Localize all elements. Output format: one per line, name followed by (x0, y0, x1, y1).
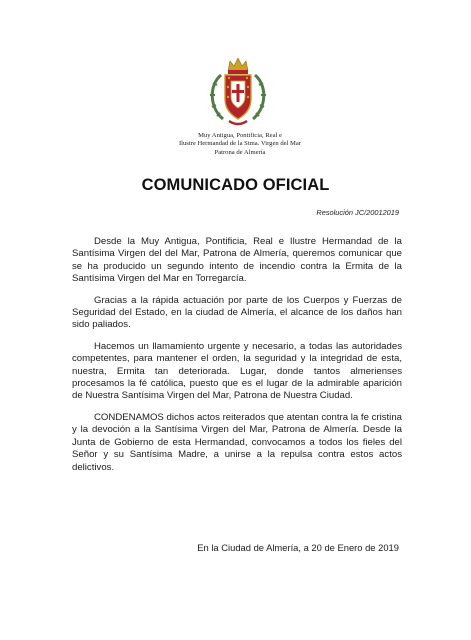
brotherhood-name (160, 132, 320, 157)
brotherhood-line: Muy Antigua, Pontificia, Real e (198, 132, 282, 139)
document-body (72, 236, 402, 483)
body-paragraph: Hacemos un llamamiento urgente y necesario, a todas las autoridades competentes, para mantener el orden, la seguridad y la integridad de esta, nuestra, Ermita tan deteriorada. Lugar, donde tantos almerienses procesamos la fé católica, puesto que es el lugar de la admirable aparición de Nuestra Santísima Virgen del Mar, Patrona de Nuestra Ciudad. (72, 340, 402, 402)
resolution-number: Resolución JC/20012019 (316, 208, 399, 217)
place-date-signoff: En la Ciudad de Almería, a 20 de Enero de 2019 (197, 542, 399, 553)
heraldic-crest-icon (203, 55, 273, 129)
body-paragraph: CONDENAMOS dichos actos reiterados que atentan contra la fe cristina y la devoción a la Santísima Virgen del Mar, Patrona de Almería. Desde la Junta de Gobierno de esta Hermandad, convocamos a todos los fieles del Señor y su Santísima Madre, a unirse a la repulsa contra estos actos delictivos. (72, 411, 402, 473)
brotherhood-line: Patrona de Almería (214, 148, 266, 156)
body-paragraph: Gracias a la rápida actuación por parte de los Cuerpos y Fuerzas de Seguridad del Estado, en la ciudad de Almería, el alcance de los daños han sido paliados. (72, 294, 402, 331)
body-paragraph: Desde la Muy Antigua, Pontificia, Real e Ilustre Hermandad de la Santísima Virgen del del Mar, Patrona de Almería, queremos comunicar que se ha producido un segundo intento de incendio contra la Ermita de la Santísima Virgen del Mar en Torregarcía. (72, 236, 402, 285)
document-title: COMUNICADO OFICIAL (141, 176, 330, 194)
brotherhood-line: Ilustre Hermandad de la Stma. Virgen del Mar (178, 140, 302, 148)
